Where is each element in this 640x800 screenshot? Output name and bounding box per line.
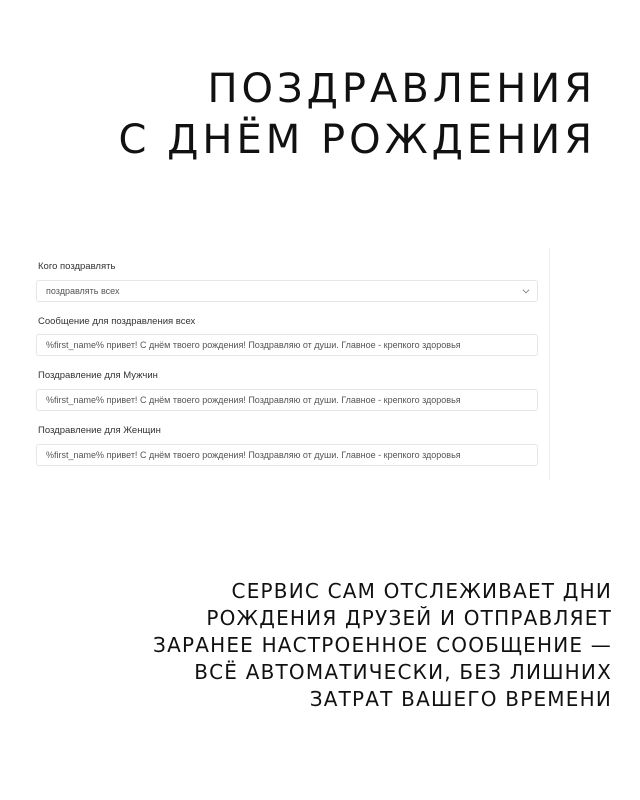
description-line: РОЖДЕНИЯ ДРУЗЕЙ И ОТПРАВЛЯЕТ	[206, 606, 612, 630]
title-line-2: С ДНЁМ РОЖДЕНИЯ	[118, 117, 596, 163]
chevron-down-icon	[523, 287, 530, 294]
message-all-input[interactable]: %first_name% привет! С днём твоего рождения! Поздравляю от души. Главное - крепкого здоровья	[36, 334, 538, 356]
message-women-label: Поздравление для Женщин	[38, 425, 161, 436]
service-description	[153, 578, 612, 713]
message-women-input[interactable]: %first_name% привет! С днём твоего рождения! Поздравляю от души. Главное - крепкого здоровья	[36, 444, 538, 466]
message-men-input[interactable]: %first_name% привет! С днём твоего рождения! Поздравляю от души. Главное - крепкого здоровья	[36, 389, 538, 411]
description-line: ЗАТРАТ ВАШЕГО ВРЕМЕНИ	[309, 687, 612, 711]
who-to-congratulate-value: поздравлять всех	[46, 286, 120, 296]
description-line: ЗАРАНЕЕ НАСТРОЕННОЕ СООБЩЕНИЕ —	[153, 633, 612, 657]
description-line: ВСЁ АВТОМАТИЧЕСКИ, БЕЗ ЛИШНИХ	[194, 660, 612, 684]
message-men-label: Поздравление для Мужчин	[38, 370, 158, 381]
who-to-congratulate-select[interactable]	[36, 280, 538, 302]
description-line: СЕРВИС САМ ОТСЛЕЖИВАЕТ ДНИ	[231, 579, 612, 603]
who-to-congratulate-label: Кого поздравлять	[38, 261, 116, 272]
message-all-label: Сообщение для поздравления всех	[38, 316, 196, 327]
page-title	[119, 64, 596, 166]
title-line-1: ПОЗДРАВЛЕНИЯ	[207, 66, 596, 112]
birthday-settings-form	[28, 248, 550, 480]
